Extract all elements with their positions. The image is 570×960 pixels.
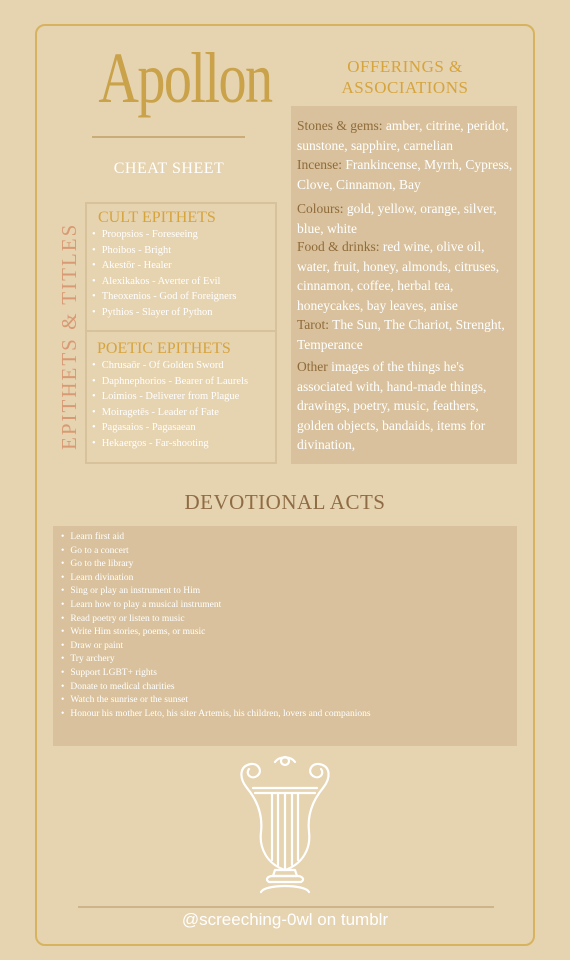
colours-label: Colours: xyxy=(297,201,344,216)
stones-label: Stones & gems: xyxy=(297,118,383,133)
list-item: • Daphnephorios - Bearer of Laurels xyxy=(92,374,248,390)
list-item: • Phoibos - Bright xyxy=(92,243,236,259)
devotional-list xyxy=(61,531,371,721)
devotional-title: DEVOTIONAL ACTS xyxy=(184,490,386,514)
devotional-panel xyxy=(53,526,517,746)
colours-entry xyxy=(297,199,517,238)
list-item: • Loimios - Deliverer from Plague xyxy=(92,389,248,405)
incense-label: Incense: xyxy=(297,157,342,172)
list-item: • Support LGBT+ rights xyxy=(61,667,371,681)
lyre-icon xyxy=(225,752,345,902)
list-item: • Sing or play an instrument to Him xyxy=(61,585,371,599)
list-item: • Pythios - Slayer of Python xyxy=(92,305,236,321)
offerings-title-line1: OFFERINGS & xyxy=(347,57,463,76)
list-item: • Alexikakos - Averter of Evil xyxy=(92,274,236,290)
list-item: • Theoxenios - God of Foreigners xyxy=(92,289,236,305)
offerings-title-line2: ASSOCIATIONS xyxy=(341,78,469,97)
tarot-label: Tarot: xyxy=(297,317,330,332)
page-title: Apollon xyxy=(98,38,272,118)
side-title: EPITHETS & TITLES xyxy=(57,222,81,450)
list-item: • Proopsios - Foreseeing xyxy=(92,227,236,243)
list-item: • Learn divination xyxy=(61,572,371,586)
list-item: • Write Him stories, poems, or music xyxy=(61,626,371,640)
other-value: images of the things he's associated with, hand-made things, drawings, poetry, music, feathers, golden objects, bandaids, items for divination, xyxy=(297,359,487,452)
incense-entry xyxy=(297,155,517,194)
title-divider xyxy=(92,136,245,138)
poetic-epithets-list xyxy=(92,358,248,451)
food-label: Food & drinks: xyxy=(297,239,380,254)
list-item: • Go to a concert xyxy=(61,545,371,559)
other-entry xyxy=(297,357,517,455)
colours-value: gold, yellow, orange, silver, blue, white xyxy=(297,201,497,236)
list-item: • Learn first aid xyxy=(61,531,371,545)
stones-entry xyxy=(297,116,517,155)
list-item: • Try archery xyxy=(61,653,371,667)
list-item: • Read poetry or listen to music xyxy=(61,613,371,627)
list-item: • Akestōr - Healer xyxy=(92,258,236,274)
subtitle: CHEAT SHEET xyxy=(113,160,225,177)
offerings-panel xyxy=(291,106,517,464)
footer-divider xyxy=(78,906,494,908)
poetic-epithets-title: POETIC EPITHETS xyxy=(97,340,231,357)
list-item: • Draw or paint xyxy=(61,640,371,654)
footer-credit: @screeching-0wl on tumblr xyxy=(181,910,389,929)
list-item: • Go to the library xyxy=(61,558,371,572)
cult-epithets-list xyxy=(92,227,236,320)
list-item: • Pagasaios - Pagasaean xyxy=(92,420,248,436)
list-item: • Chrusaōr - Of Golden Sword xyxy=(92,358,248,374)
food-entry xyxy=(297,237,517,315)
list-item: • Hekaergos - Far-shooting xyxy=(92,436,248,452)
offerings-title xyxy=(320,56,490,98)
list-item: • Moiragetēs - Leader of Fate xyxy=(92,405,248,421)
tarot-entry xyxy=(297,315,517,354)
epithets-divider xyxy=(85,330,277,332)
list-item: • Watch the sunrise or the sunset xyxy=(61,694,371,708)
cult-epithets-title: CULT EPITHETS xyxy=(98,209,216,226)
list-item: • Learn how to play a musical instrument xyxy=(61,599,371,613)
list-item: • Donate to medical charities xyxy=(61,681,371,695)
other-label: Other xyxy=(297,359,328,374)
tarot-value: The Sun, The Chariot, Strenght, Temperance xyxy=(297,317,505,352)
food-value: red wine, olive oil, water, fruit, honey, almonds, citruses, cinnamon, coffee, herbal tea, honeycakes, bay leaves, anise xyxy=(297,239,500,313)
list-item: • Honour his mother Leto, his siter Artemis, his children, lovers and companions xyxy=(61,708,371,722)
stones-value: amber, citrine, peridot, sunstone, sapphire, carnelian xyxy=(297,118,509,153)
incense-value: Frankincense, Myrrh, Cypress, Clove, Cinnamon, Bay xyxy=(297,157,513,192)
